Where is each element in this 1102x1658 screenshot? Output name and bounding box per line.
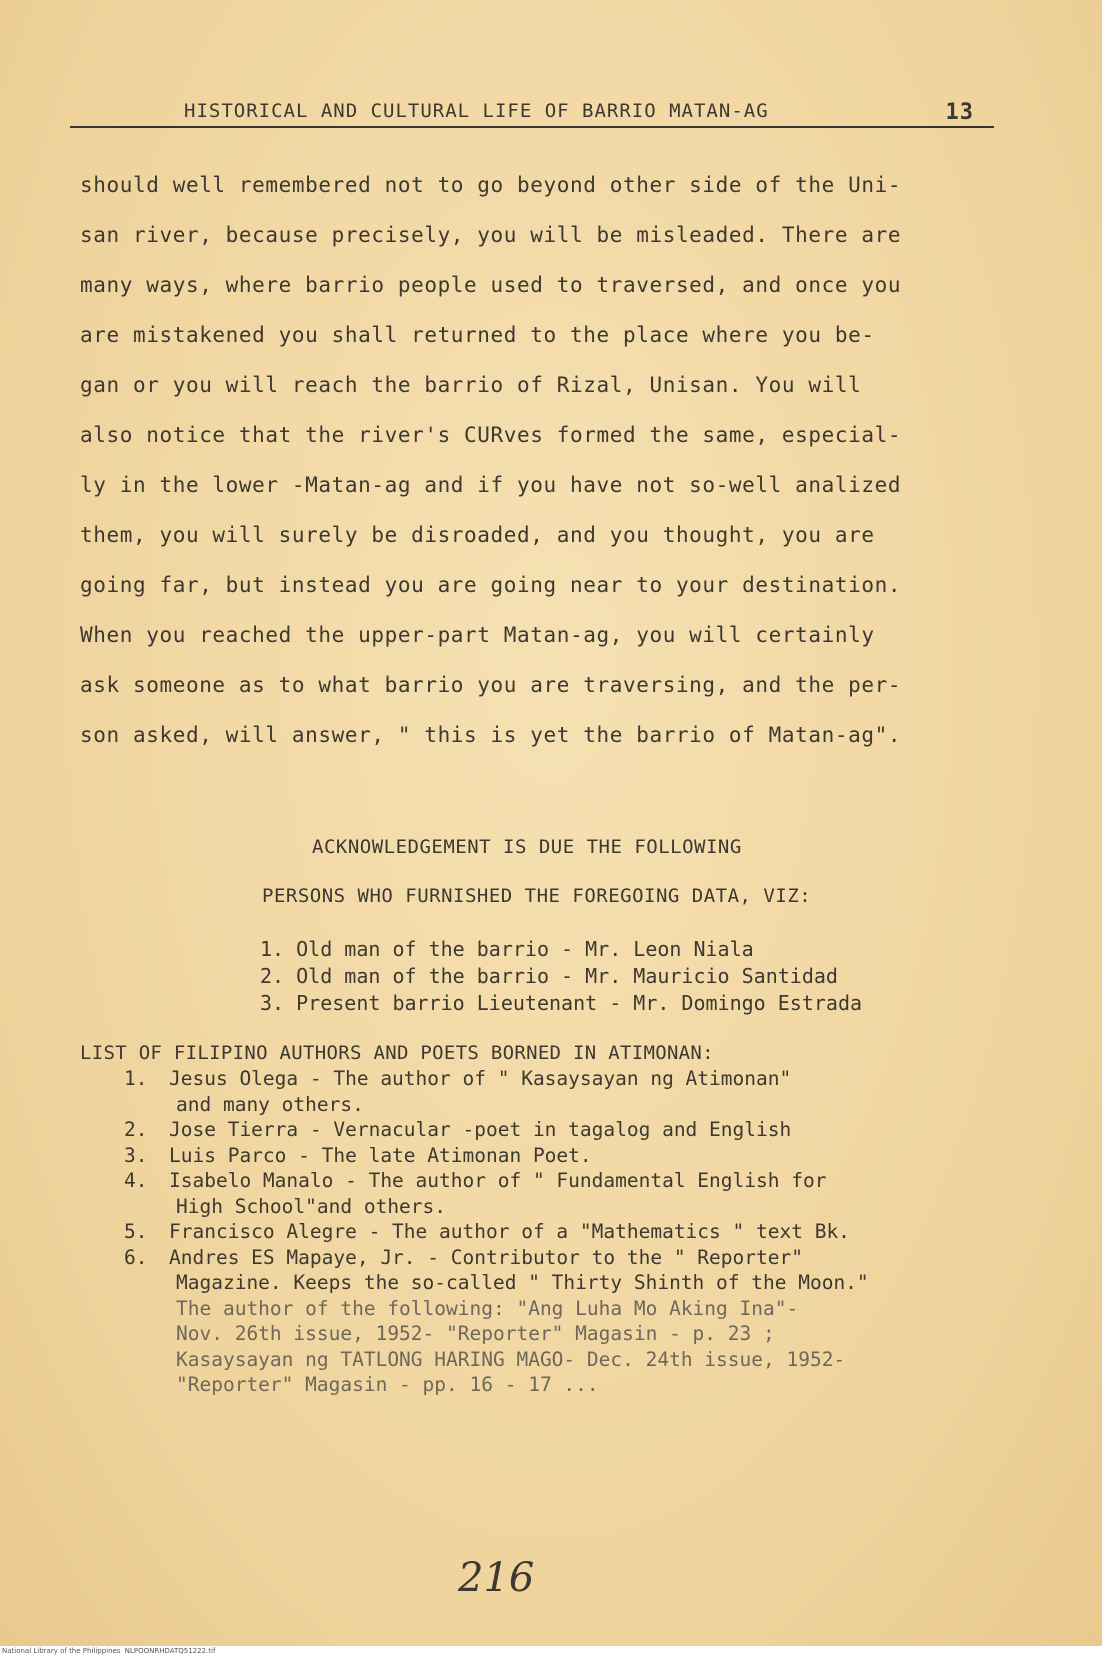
author-item — [80, 1066, 1040, 1092]
author-number: 6. — [124, 1245, 148, 1269]
body-line: many ways, where barrio people used to traversed, and once you — [80, 273, 902, 297]
author-text: Jose Tierra - Vernacular -poet in tagalog and English — [169, 1118, 792, 1141]
author-number: 5. — [124, 1220, 148, 1243]
body-line: going far, but instead you are going near to your destination. — [80, 573, 902, 597]
author-continuation: High School"and others. — [176, 1194, 447, 1218]
body-line: gan or you will reach the barrio of Rizal, Unisan. You will — [80, 373, 862, 397]
author-continuation: and many others. — [176, 1092, 364, 1116]
author-number: 4. — [124, 1169, 148, 1192]
acknowledgement-item: 1. Old man of the barrio - Mr. Leon Niala — [260, 937, 754, 961]
header-rule — [70, 126, 994, 128]
body-line: should well remembered not to go beyond other side of the Uni- — [80, 173, 902, 197]
body-line: them, you will surely be disroaded, and you thought, you are — [80, 523, 875, 547]
authors-section — [80, 1040, 1040, 1398]
author-text: Andres ES Mapaye, Jr. - Contributor to the " Reporter" — [169, 1245, 803, 1269]
author-item — [80, 1168, 1040, 1194]
author-faint-line: Kasaysayan ng TATLONG HARING MAGO- Dec. 24th issue, 1952- — [176, 1347, 846, 1371]
author-faint-line: Nov. 26th issue, 1952- "Reporter" Magasin - p. 23 ; — [176, 1322, 775, 1345]
author-text: Jesus Olega - The author of " Kasaysayan ng Atimonan" — [169, 1067, 792, 1090]
author-text: Francisco Alegre - The author of a "Mathematics " text Bk. — [169, 1220, 850, 1243]
author-faint-line: "Reporter" Magasin - pp. 16 - 17 ... — [176, 1373, 599, 1396]
author-item — [80, 1117, 1040, 1143]
author-item — [80, 1245, 1040, 1271]
author-number: 3. — [124, 1143, 148, 1167]
author-item — [80, 1143, 1040, 1169]
body-line: When you reached the upper-part Matan-ag, you will certainly — [80, 623, 875, 647]
body-line: also notice that the river's CURves formed the same, especial- — [80, 423, 902, 447]
acknowledgement-item: 3. Present barrio Lieutenant - Mr. Domingo Estrada — [260, 991, 863, 1015]
footer-file-id: NLPOONRHDATQ51222.tif — [124, 1647, 216, 1655]
archive-footer — [0, 1646, 1102, 1658]
body-line: are mistakened you shall returned to the place where you be- — [80, 323, 875, 347]
body-line: ask someone as to what barrio you are traversing, and the per- — [80, 673, 902, 697]
body-paragraph — [80, 168, 1020, 768]
header-title: HISTORICAL AND CULTURAL LIFE OF BARRIO MATAN-AG — [184, 100, 769, 122]
author-number: 1. — [124, 1067, 148, 1090]
handwritten-page-number: 216 — [458, 1555, 535, 1601]
author-continuation: Magazine. Keeps the so-called " Thirty Shinth of the Moon." — [176, 1271, 869, 1294]
page-number: 13 — [945, 100, 974, 125]
author-faint-line: The author of the following: "Ang Luha Mo Aking Ina"- — [176, 1296, 799, 1320]
author-text: Luis Parco - The late Atimonan Poet. — [169, 1143, 592, 1167]
acknowledgement-heading-line2: PERSONS WHO FURNISHED THE FOREGOING DATA, VIZ: — [262, 885, 812, 907]
authors-heading: LIST OF FILIPINO AUTHORS AND POETS BORNED IN ATIMONAN: — [80, 1042, 714, 1064]
acknowledgement-item: 2. Old man of the barrio - Mr. Mauricio Santidad — [260, 964, 838, 988]
body-line: son asked, will answer, " this is yet the barrio of Matan-ag". — [80, 723, 902, 747]
author-item — [80, 1219, 1040, 1245]
author-number: 2. — [124, 1118, 148, 1141]
body-line: san river, because precisely, you will be misleaded. There are — [80, 223, 902, 247]
author-text: Isabelo Manalo - The author of " Fundamental English for — [169, 1169, 827, 1192]
body-line: ly in the lower -Matan-ag and if you have not so-well analized — [80, 473, 902, 497]
footer-library: National Library of the Philippines — [2, 1647, 121, 1655]
acknowledgement-list — [260, 936, 1020, 1017]
acknowledgement-heading-line1: ACKNOWLEDGEMENT IS DUE THE FOLLOWING — [312, 836, 742, 858]
